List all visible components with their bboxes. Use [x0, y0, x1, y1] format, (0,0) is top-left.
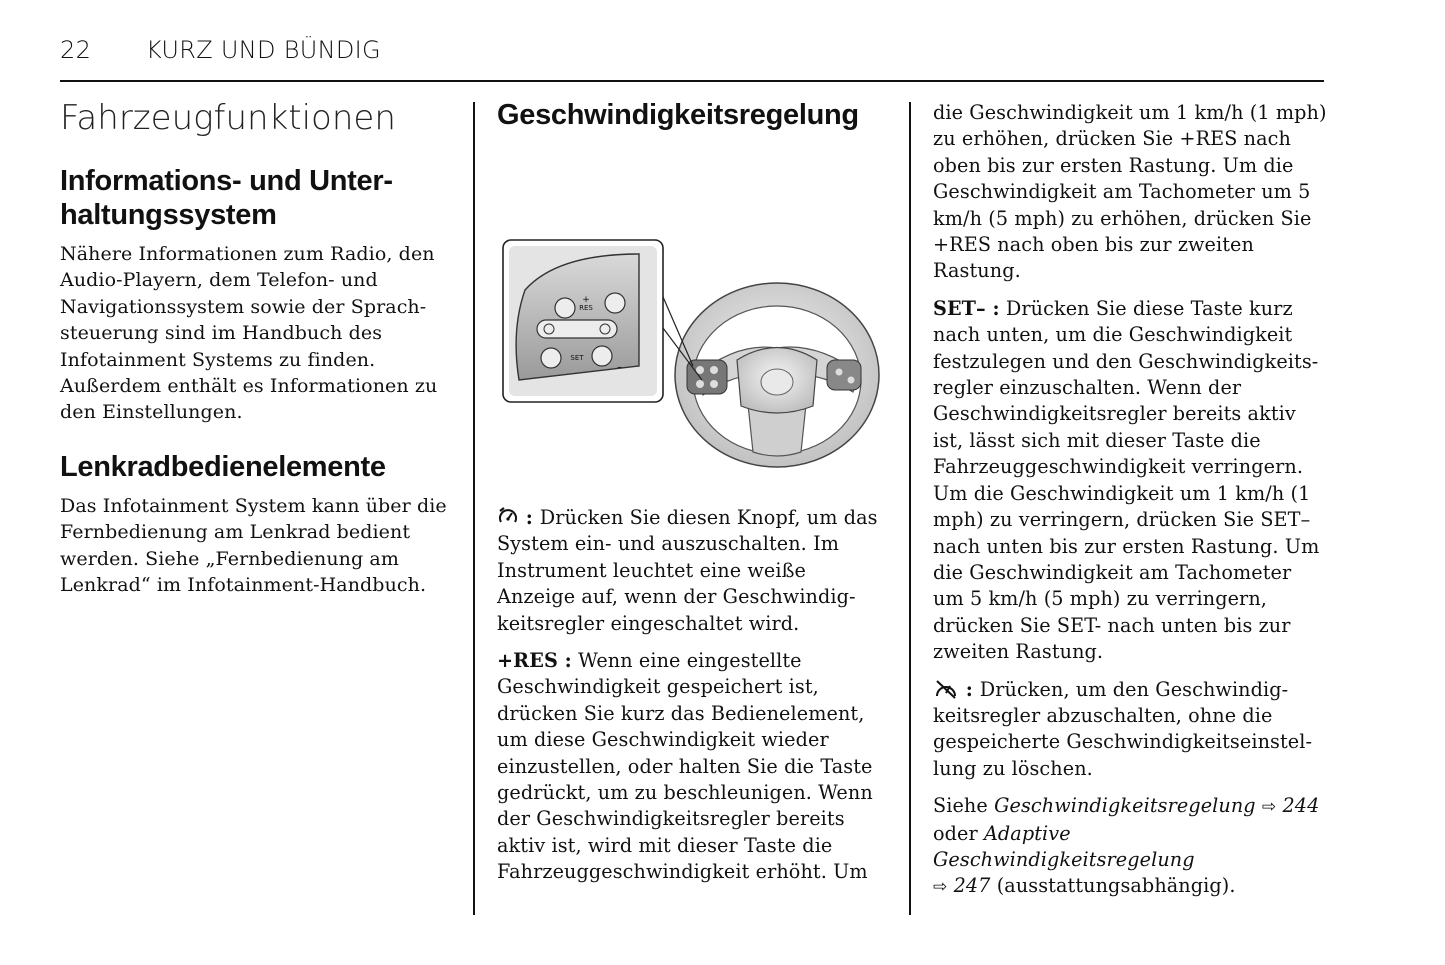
see-also-paragraph — [933, 793, 1328, 901]
page-number: 22 — [60, 36, 92, 64]
column-divider — [909, 102, 911, 915]
cancel-text: Drücken, um den Geschwindigkeitsregler abzuschalten, ohne die gespeicherte Geschwindigkeitseinstellung zu löschen. — [933, 677, 1312, 780]
svg-text:+: + — [582, 295, 590, 305]
set-button-label: SET — [570, 354, 584, 362]
page-header — [60, 36, 1324, 82]
see-prefix: Siehe — [933, 794, 995, 818]
res-label: +RES : — [497, 649, 572, 673]
res-continued-paragraph: die Geschwindigkeit um 1 km/h (1 mph) zu erhöhen, drücken Sie +RES nach oben bis zur ersten Rastung. Um die Geschwindigkeit am Tachometer um 5 km/h (5 mph) zu erhöhen, drücken Sie +RES nach oben bis zur zweiten Rastung. — [933, 101, 1327, 283]
infotainment-heading — [60, 164, 450, 232]
column-left — [60, 98, 450, 598]
cruise-on-off-icon — [497, 506, 519, 528]
set-label: SET– : — [933, 296, 1000, 320]
column-middle — [497, 98, 887, 886]
infotainment-paragraph: Nähere Informationen zum Radio, den Audio-Playern, dem Telefon- und Navigationssystem sowie der Sprachsteuerung sind im Handbuch des Infotainment Systems zu finden. Außerdem enthält es Informationen zu den Einstellungen. — [60, 243, 438, 424]
page-ref-arrow-icon: ⇨ — [1261, 797, 1277, 818]
set-paragraph — [933, 296, 1328, 666]
res-text: Wenn eine eingestellte Geschwindigkeit gespeichert ist, drücken Sie kurz das Bedienelement, um diese Geschwindigkeit wieder einzustellen, oder halten Sie die Taste gedrückt, um zu beschleunigen. Wenn der Geschwindigkeitsregler bereits aktiv ist, wird mit dieser Taste die Fahrzeuggeschwindigkeit erhöht. Um — [497, 649, 873, 884]
infotainment-heading-line2: haltungssystem — [60, 199, 277, 231]
ref-adaptive-cruise-link[interactable]: Adaptive Geschwindigkeitsregelung — [933, 821, 1195, 871]
ref-cruise-control-link[interactable]: Geschwindigkeitsregelung — [994, 794, 1256, 818]
steering-controls-heading: Lenkradbedienelemente — [60, 450, 386, 483]
section-title: Fahrzeugfunktionen — [60, 98, 396, 138]
ref-cruise-control-page[interactable]: 244 — [1282, 794, 1320, 818]
onoff-paragraph — [497, 505, 887, 637]
steering-wheel-illustration — [497, 170, 887, 505]
onoff-separator: : — [519, 506, 540, 529]
steering-controls-paragraph: Das Infotainment System kann über die Fernbedienung am Lenkrad bedient werden. Siehe „Fernbedienung am Lenkrad“ im Infotainment-Handbuch. — [60, 494, 447, 597]
control-pad-inset — [503, 240, 663, 402]
column-right — [933, 100, 1328, 901]
set-text: Drücken Sie diese Taste kurz nach unten, um die Geschwindigkeit festzulegen und den Geschwindigkeitsregler einzuschalten. Wenn der Geschwindigkeitsregler bereits aktiv ist, lässt sich mit dieser Taste die Fahrzeuggeschwindigkeit verringern. Um die Geschwindigkeit um 1 km/h (1 mph) zu verringern, drücken Sie SET– nach unten bis zur ersten Rastung. Um die Geschwindigkeit am Tachometer um 5 km/h (5 mph) zu verringern, drücken Sie SET- nach unten bis zur zweiten Rastung. — [933, 296, 1320, 664]
svg-text:–: – — [617, 362, 622, 373]
res-paragraph — [497, 648, 887, 886]
steering-wheel — [675, 283, 879, 467]
steering-wheel-drawing — [497, 170, 887, 505]
page-ref-arrow-icon: ⇨ — [933, 877, 948, 898]
cruise-control-heading: Geschwindigkeitsregelung — [497, 99, 859, 131]
column-divider — [473, 102, 475, 915]
onoff-text: Drücken Sie diesen Knopf, um das System ein- und auszuschalten. Im Instrument leuchtet eine weiße Anzeige auf, wenn der Geschwindigkeitsregler eingeschaltet wird. — [497, 506, 878, 635]
res-button-label: RES — [579, 304, 593, 312]
infotainment-heading-line1: Informations- und Unter- — [60, 165, 393, 197]
see-suffix: (ausstattungsabhängig). — [990, 874, 1236, 898]
cancel-paragraph — [933, 677, 1328, 783]
chapter-title: KURZ UND BÜNDIG — [146, 36, 381, 64]
see-mid: oder — [933, 821, 984, 845]
ref-adaptive-cruise-page[interactable]: 247 — [953, 874, 991, 898]
cancel-separator: : — [959, 677, 980, 701]
cruise-cancel-icon — [933, 678, 959, 700]
